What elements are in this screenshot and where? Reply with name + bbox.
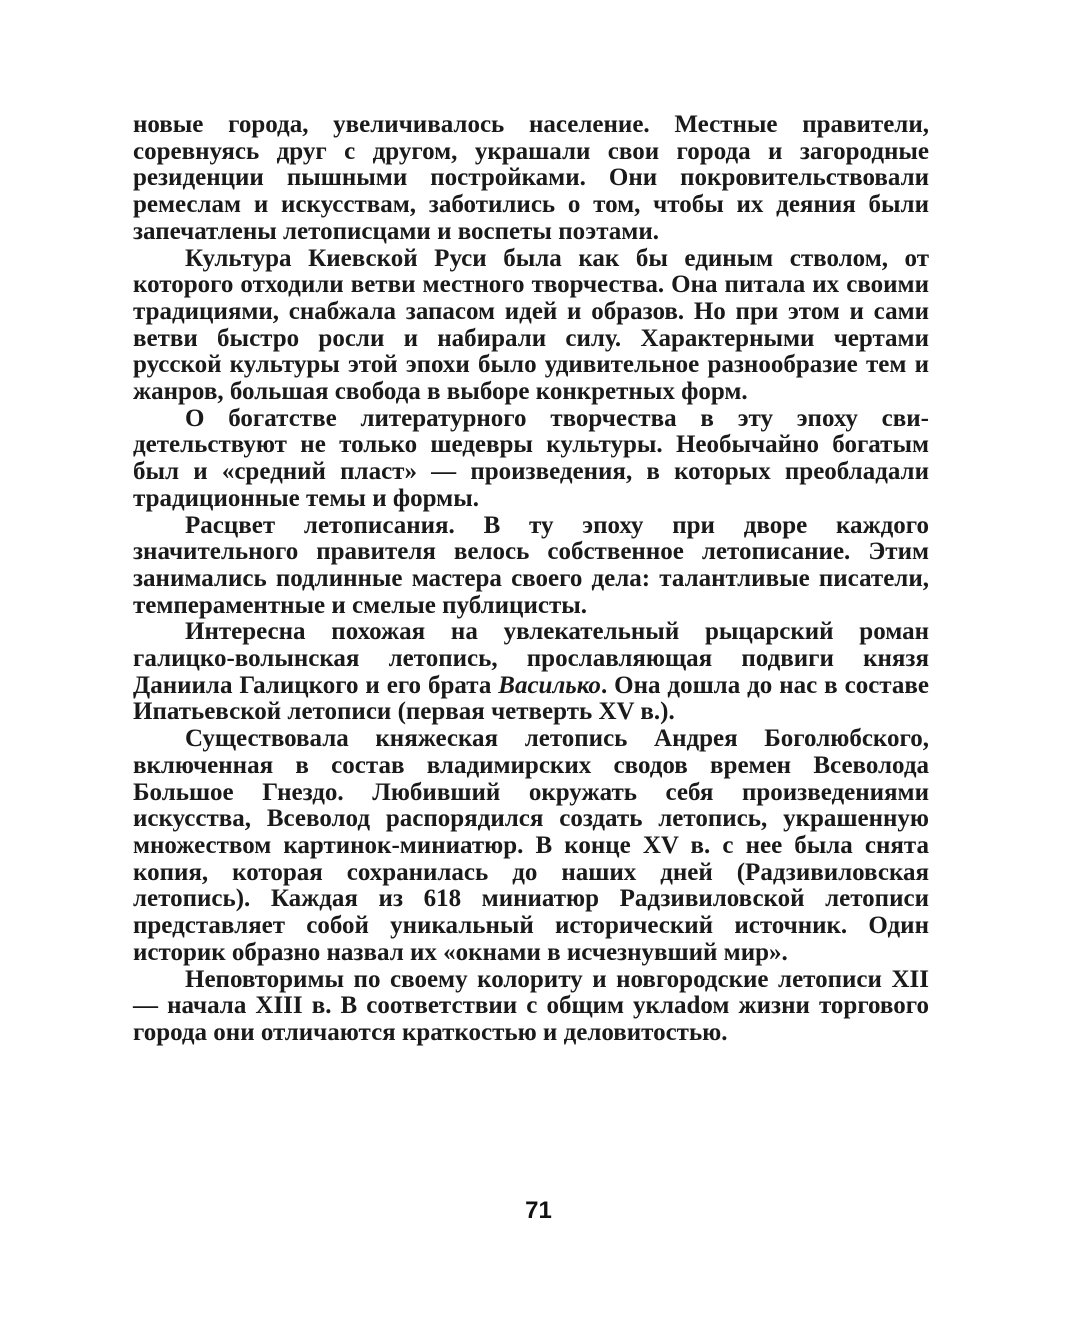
italic-name: Василько <box>498 671 601 699</box>
paragraph-1: новые города, увеличивалось население. Местные правители, соревнуясь друг с другом, украшали свои города и загородные резиденции пышными постройками. Они покровительствовали ремеслам и искусствам, заботились о том, чтобы их деяния были запечатлены летописцами и воспеты поэтами. <box>133 111 929 245</box>
paragraph-2: Культура Киевской Руси была как бы единым стволом, от которого отходили ветви местного творчества. Она питала их своими традициями, снабжала запасом идей и образов. Но при этом и сами ветви быстро росли и набирали силу. Характерными чертами русской культуры этой эпохи было удивительное разнообразие тем и жанров, большая свобода в выборе конкретных форм. <box>133 244 929 406</box>
page-number: 71 <box>525 1197 552 1224</box>
paragraph-5-text-after: . Она дошла до нас в составе Ипатьевской летописи (первая четверть XV в.). <box>133 671 929 726</box>
paragraph-5-text-before: Интересна похожая на увлекательный рыцарский роман галицко-волынская летопись, прославляющая подвиги князя Даниила Галицкого и его брата <box>133 618 929 699</box>
paragraph-3: О богатстве литературного творчества в эту эпоху свидетельствуют не только шедевры культуры. Необычайно богатым был и «средний пласт» — произведения, в которых преобладали традиционные темы и формы. <box>133 404 929 512</box>
paragraph-4-text: В ту эпоху при дворе каждого значительного правителя велось собственное летописание. Этим занимались подлинные мастера своего дела: талантливые писатели, темпераментные и смелые публицисты. <box>133 511 930 619</box>
section-heading: Расцвет летописания. <box>185 511 455 539</box>
page-body <box>133 112 929 1047</box>
paragraph-5 <box>133 619 929 726</box>
paragraph-7: Неповторимы по своему колориту и новгородские летописи XII — начала XIII в. В соответствии с общим уклаdом жизни торгового города они отличаются краткостью и деловитостью. <box>133 965 929 1046</box>
paragraph-4 <box>133 513 929 620</box>
paragraph-6: Существовала княжеская летопись Андрея Боголюбского, включенная в состав владимирских сводов времен Всеволода Большое Гнездо. Любивший окружать себя произведениями искусства, Всеволод распорядился создать летопись, украшенную множеством картинок-миниатюр. В конце XV в. с нее была снята копия, которая сохранилась до наших дней (Радзивиловская летопись). Каждая из 618 миниатюр Радзивиловской летописи представляет собой уникальный исторический источник. Один историк образно назвал их «окнами в исчезнувший мир». <box>133 725 929 966</box>
